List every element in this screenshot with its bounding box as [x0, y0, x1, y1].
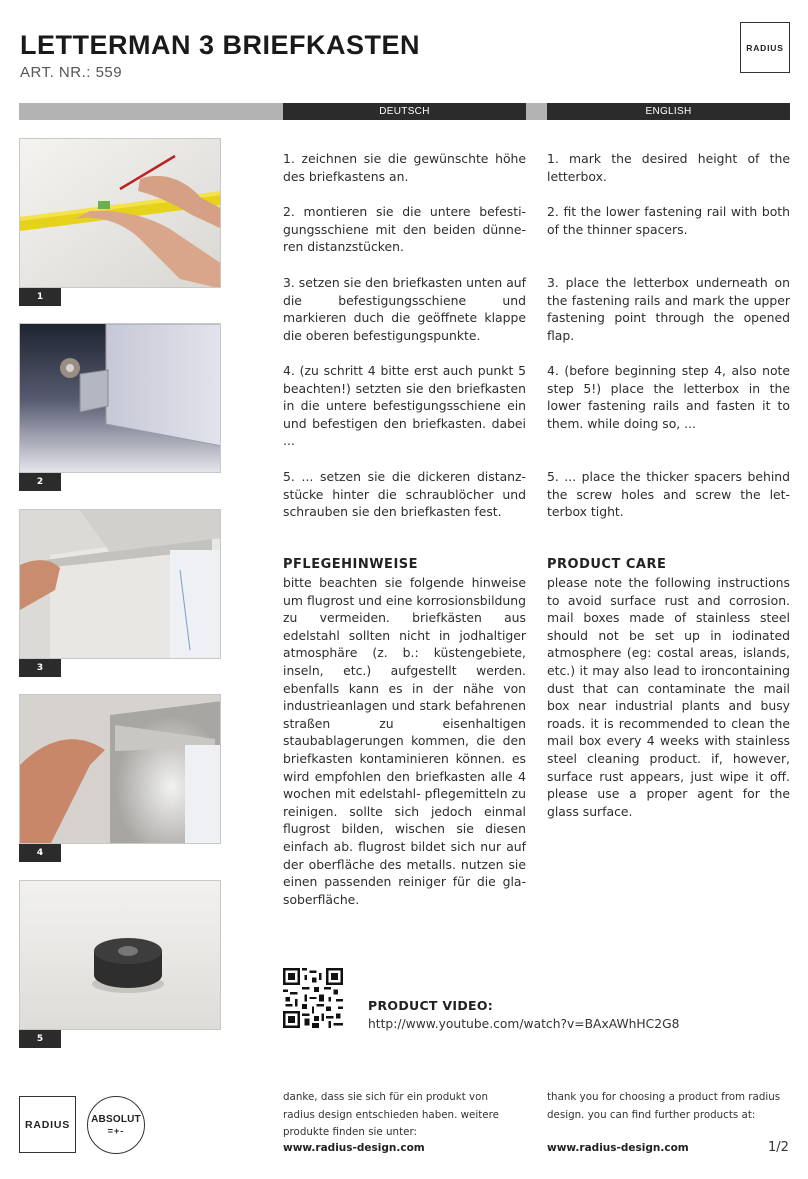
care-body-de: bitte beachten sie folgende hinweise um flugrost und eine korrosionsbildung zu vermeiden. briefkästen aus edelstahl sollten nicht in jodhaltiger atmosphäre (z. b.: küstengebiete, inseln, etc.) aufgestellt werden. ebenfalls kann es in der nähe von industrieanlagen und stark befahrenen straßen zu eisenhaltigen staubablagerungen kommen, die den briefkasten kontaminieren können. es wird empfohlen den briefkasten alle 4 wochen mit edelstahl- pflegemitteln zu reinigen. sollte sich jedoch einmal flugrost bilden, wischen sie diesen einfach ab. flugrost bildet sich nur auf der oberfläche des metalls. nutzen sie einen passenden reiniger für die glasoberfläche. [283, 575, 526, 907]
step-en-1: 1. mark the desired height of the letterbox. [547, 151, 790, 184]
language-label-english: ENGLISH [547, 103, 790, 120]
step-de-1: 1. zeichnen sie die gewünschte höhe des briefkastens an. [283, 151, 526, 184]
article-number: ART. NR.: 559 [20, 64, 123, 81]
radius-logo-footer-text: RADIUS [24, 1118, 71, 1131]
absolut-logo-symbols: =+- [107, 1126, 125, 1136]
page-title: LETTERMAN 3 BRIEFKASTEN [20, 30, 421, 60]
absolut-logo [87, 1096, 145, 1154]
step-en-3: 3. place the letterbox underneath on the fastening rails and mark the upper fastening point through the opened flap. [547, 275, 790, 343]
step-de-3: 3. setzen sie den briefkasten unten auf die befestigungsschiene und markieren duch die geöffnete klappe die oberen befestigungspunkte. [283, 275, 526, 343]
website-link-en[interactable]: www.radius-design.com [547, 1142, 689, 1154]
product-video-link[interactable]: http://www.youtube.com/watch?v=BAxAWhHC2G8 [368, 1017, 680, 1031]
step-photo-5 [19, 880, 221, 1030]
step-photo-3 [19, 509, 221, 659]
photo-number-1: 1 [19, 288, 61, 306]
product-video-label: PRODUCT VIDEO: [368, 998, 494, 1013]
step-photo-4 [19, 694, 221, 844]
radius-logo [740, 22, 790, 73]
radius-logo-footer [19, 1096, 76, 1153]
step-photo-2 [19, 323, 221, 473]
care-title-en: PRODUCT CARE [547, 557, 667, 572]
thanks-text-en: thank you for choosing a product from radius design. you can find further products at: [547, 1091, 781, 1121]
language-bar-spacer [19, 103, 283, 120]
step-de-2: 2. montieren sie die untere befestigungsschiene mit den beiden dünneren distanzstücken. [283, 204, 526, 255]
step-en-4: 4. (before beginning step 4, also note step 5!) place the letterbox in the lower fastening rails and fasten it to them. while doing so, ... [547, 363, 790, 431]
step-photo-1 [19, 138, 221, 288]
website-link-de[interactable]: www.radius-design.com [283, 1142, 425, 1154]
qr-code[interactable] [283, 968, 343, 1028]
radius-logo-text: RADIUS [746, 42, 784, 53]
step-de-4: 4. (zu schritt 4 bitte erst auch punkt 5 beachten!) setzten sie den briefkasten in die untere befestigungsschiene ein und befestigen den briefkasten. dabei ... [283, 363, 526, 449]
photo-number-2: 2 [19, 473, 61, 491]
page-number: 1/2 [768, 1140, 789, 1155]
language-label-deutsch: DEUTSCH [283, 103, 526, 120]
care-body-en: please note the following instructions to avoid surface rust and corrosion. mail boxes made of stainless steel should not be set up in iodinated atmosphere (eg: costal areas, islands, etc.) it may also lead to ironcontaining dust that can contaminate the mail box near industrial plants and busy roads. it is recommended to clean the mail box every 4 weeks with stainless steel cleaning product. if, however, surface rust appears, just wipe it off. please use a proper agent for the glass surface. [547, 575, 790, 819]
thanks-text-de: danke, dass sie sich für ein produkt von radius design entschieden haben. weitere produkte finden sie unter: [283, 1091, 499, 1138]
step-en-2: 2. fit the lower fastening rail with both of the thinner spacers. [547, 204, 790, 237]
absolut-logo-text: ABSOLUT [91, 1114, 141, 1125]
photo-number-3: 3 [19, 659, 61, 677]
photo-number-4: 4 [19, 844, 61, 862]
photo-number-5: 5 [19, 1030, 61, 1048]
step-en-5: 5. ... place the thicker spacers behind the screw holes and screw the letterbox tight. [547, 469, 790, 520]
step-de-5: 5. ... setzen sie die dickeren distanzstücke hinter die schraublöcher und schrauben sie den briefkasten fest. [283, 469, 526, 520]
care-title-de: PFLEGEHINWEISE [283, 557, 419, 572]
language-bar-gap [526, 103, 547, 120]
